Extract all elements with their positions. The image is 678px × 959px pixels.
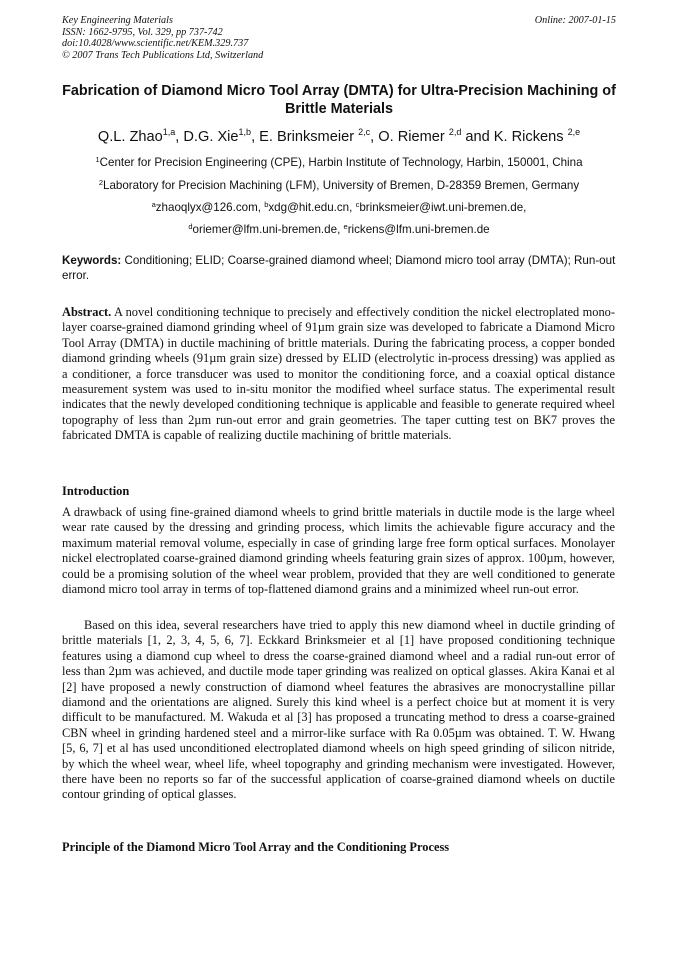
keywords [62, 254, 618, 283]
author-affiliation-mark: 2,c [358, 127, 371, 137]
abstract-text: A novel conditioning technique to precisely and effectively condition the nickel electroplated mono-layer coarse-grained diamond grinding wheel of 91µm grain size was developed to fabricate a Diamond Micro Tool Array (DMTA) in ductile machining of brittle materials. During the fabricating process, a copper bonded diamond grinding wheels (91µm grain size) dressed by ELID (electrolytic in-process dressing) was applied as a conditioner, a force transducer was used to monitor the conditioning force, and a coaxial optical distance measurement system was used to in-situ monitor the modified wheel surface status. The experimental result indicates that the newly developed conditioning technique is applicable and feasible to generate required wheel topography of less than 2µm run-out error and grain geometries. The taper cutting test on BK7 proves the fabricated DMTA is capable of realizing ductile machining of brittle materials. [62, 305, 615, 443]
affiliation-1 [20, 156, 658, 170]
email-address: rickens@lfm.uni-bremen.de [347, 223, 490, 236]
journal-header [62, 15, 263, 61]
abstract-label: Abstract. [62, 305, 112, 319]
email-address: xdg@hit.edu.cn [268, 201, 350, 214]
keywords-text: Conditioning; ELID; Coarse-grained diamond wheel; Diamond micro tool array (DMTA); Run-out error. [62, 254, 616, 282]
email-line-2 [20, 223, 658, 237]
issn-line: ISSN: 1662-9795, Vol. 329, pp 737-742 [62, 26, 223, 38]
affiliation-text: Laboratory for Precision Machining (LFM), University of Bremen, D-28359 Bremen, Germany [103, 179, 580, 192]
email-address: oriemer@lfm.uni-bremen.de [192, 223, 338, 236]
doi-line: doi:10.4028/www.scientific.net/KEM.329.737 [62, 38, 249, 50]
author-separator: , [370, 129, 379, 145]
paper-title: Fabrication of Diamond Micro Tool Array (DMTA) for Ultra-Precision Machining of Brittle Materials [62, 83, 616, 117]
author-separator: , [251, 129, 260, 145]
author-affiliation-mark: 2,d [448, 127, 462, 137]
author-name: O. Riemer [378, 129, 445, 145]
author-name: D.G. Xie [183, 129, 239, 145]
email-mark: e [343, 222, 348, 231]
online-date: Online: 2007-01-15 [534, 15, 616, 26]
email-mark: c [355, 200, 360, 209]
email-address: brinksmeier@iwt.uni-bremen.de [359, 201, 524, 214]
author-separator: and [461, 129, 494, 145]
copyright-line: © 2007 Trans Tech Publications Ltd, Switzerland [62, 49, 264, 61]
email-mark: b [264, 200, 269, 209]
author-name: Q.L. Zhao [97, 129, 163, 145]
author-affiliation-mark: 2,e [567, 127, 581, 137]
principle-section-heading: Principle of the Diamond Micro Tool Array and the Conditioning Process [62, 840, 450, 854]
email-separator: , [523, 201, 527, 214]
journal-name: Key Engineering Materials [62, 15, 173, 26]
email-separator: , [337, 223, 344, 236]
affiliation-text: Center for Precision Engineering (CPE), Harbin Institute of Technology, Harbin, 150001, China [99, 156, 583, 169]
email-mark: a [151, 200, 156, 209]
affiliation-mark: 1 [95, 155, 100, 164]
email-line-1 [20, 201, 658, 215]
introduction-paragraph-2: Based on this idea, several researchers have tried to apply this new diamond wheel in ductile grinding of brittle materials [1, 2, 3, 4, 5, 6, 7]. Eckkard Brinksmeier et al [1] have proposed conditioning technique features using a diamond cup wheel to dress the coarse-grained diamond wheel and a radial run-out error of less than 2µm was achieved, and ductile mode taper grinding was realized on optical glasses. Akira Kanai et al [2] have proposed a newly construction of diamond wheel features the abrasives are monocrystalline pillar diamond and the orientations are aligned. Surely this kind wheel is a perfect choice but at moment it is very difficult to be manufactured. M. Wakuda et al [3] has proposed a truncating method to dress a coarse-grained CBN wheel in grinding hardened steel and a mirror-like surface with Ra 0.05µm was obtained. T. W. Hwang [5, 6, 7] et al has used unconditioned electroplated diamond wheels on high speed grinding of silicon nitride, by which the wheel wear, wheel life, wheel topography and grinding mechanism were investigated. However, there have been no reports so far of the successful application of coarse-grained diamond wheels on ductile contour grinding of optical glasses. [62, 618, 615, 802]
author-affiliation-mark: 1,b [238, 127, 252, 137]
email-address: zhaoqlyx@126.com [155, 201, 258, 214]
author-list [20, 128, 658, 146]
introduction-paragraph-1: A drawback of using fine-grained diamond wheels to grind brittle materials in ductile mode is the large wheel wear rate caused by the dressing and grinding process, which limits the achievable figure accuracy and the maximum material removal volume, especially in case of grinding large free form optical surfaces. Monolayer nickel electroplated coarse-grained diamond grinding wheels featuring grain sizes of approx. 100µm, however, could be a promising solution of the wheel wear problem, provided that they are well conditioned to generate diamond micro tool array in terms of top-flattened diamond grains and a minimized wheel run-out error. [62, 505, 615, 597]
email-separator: , [257, 201, 265, 214]
author-name: E. Brinksmeier [259, 129, 355, 145]
author-affiliation-mark: 1,a [162, 127, 176, 137]
affiliation-mark: 2 [98, 178, 103, 187]
author-separator: , [175, 129, 184, 145]
abstract [62, 305, 615, 444]
keywords-label: Keywords: [62, 254, 122, 267]
affiliation-2 [20, 179, 658, 193]
email-mark: d [188, 222, 193, 231]
introduction-heading: Introduction [62, 484, 130, 498]
email-separator: , [349, 201, 356, 214]
author-name: K. Rickens [493, 129, 564, 145]
